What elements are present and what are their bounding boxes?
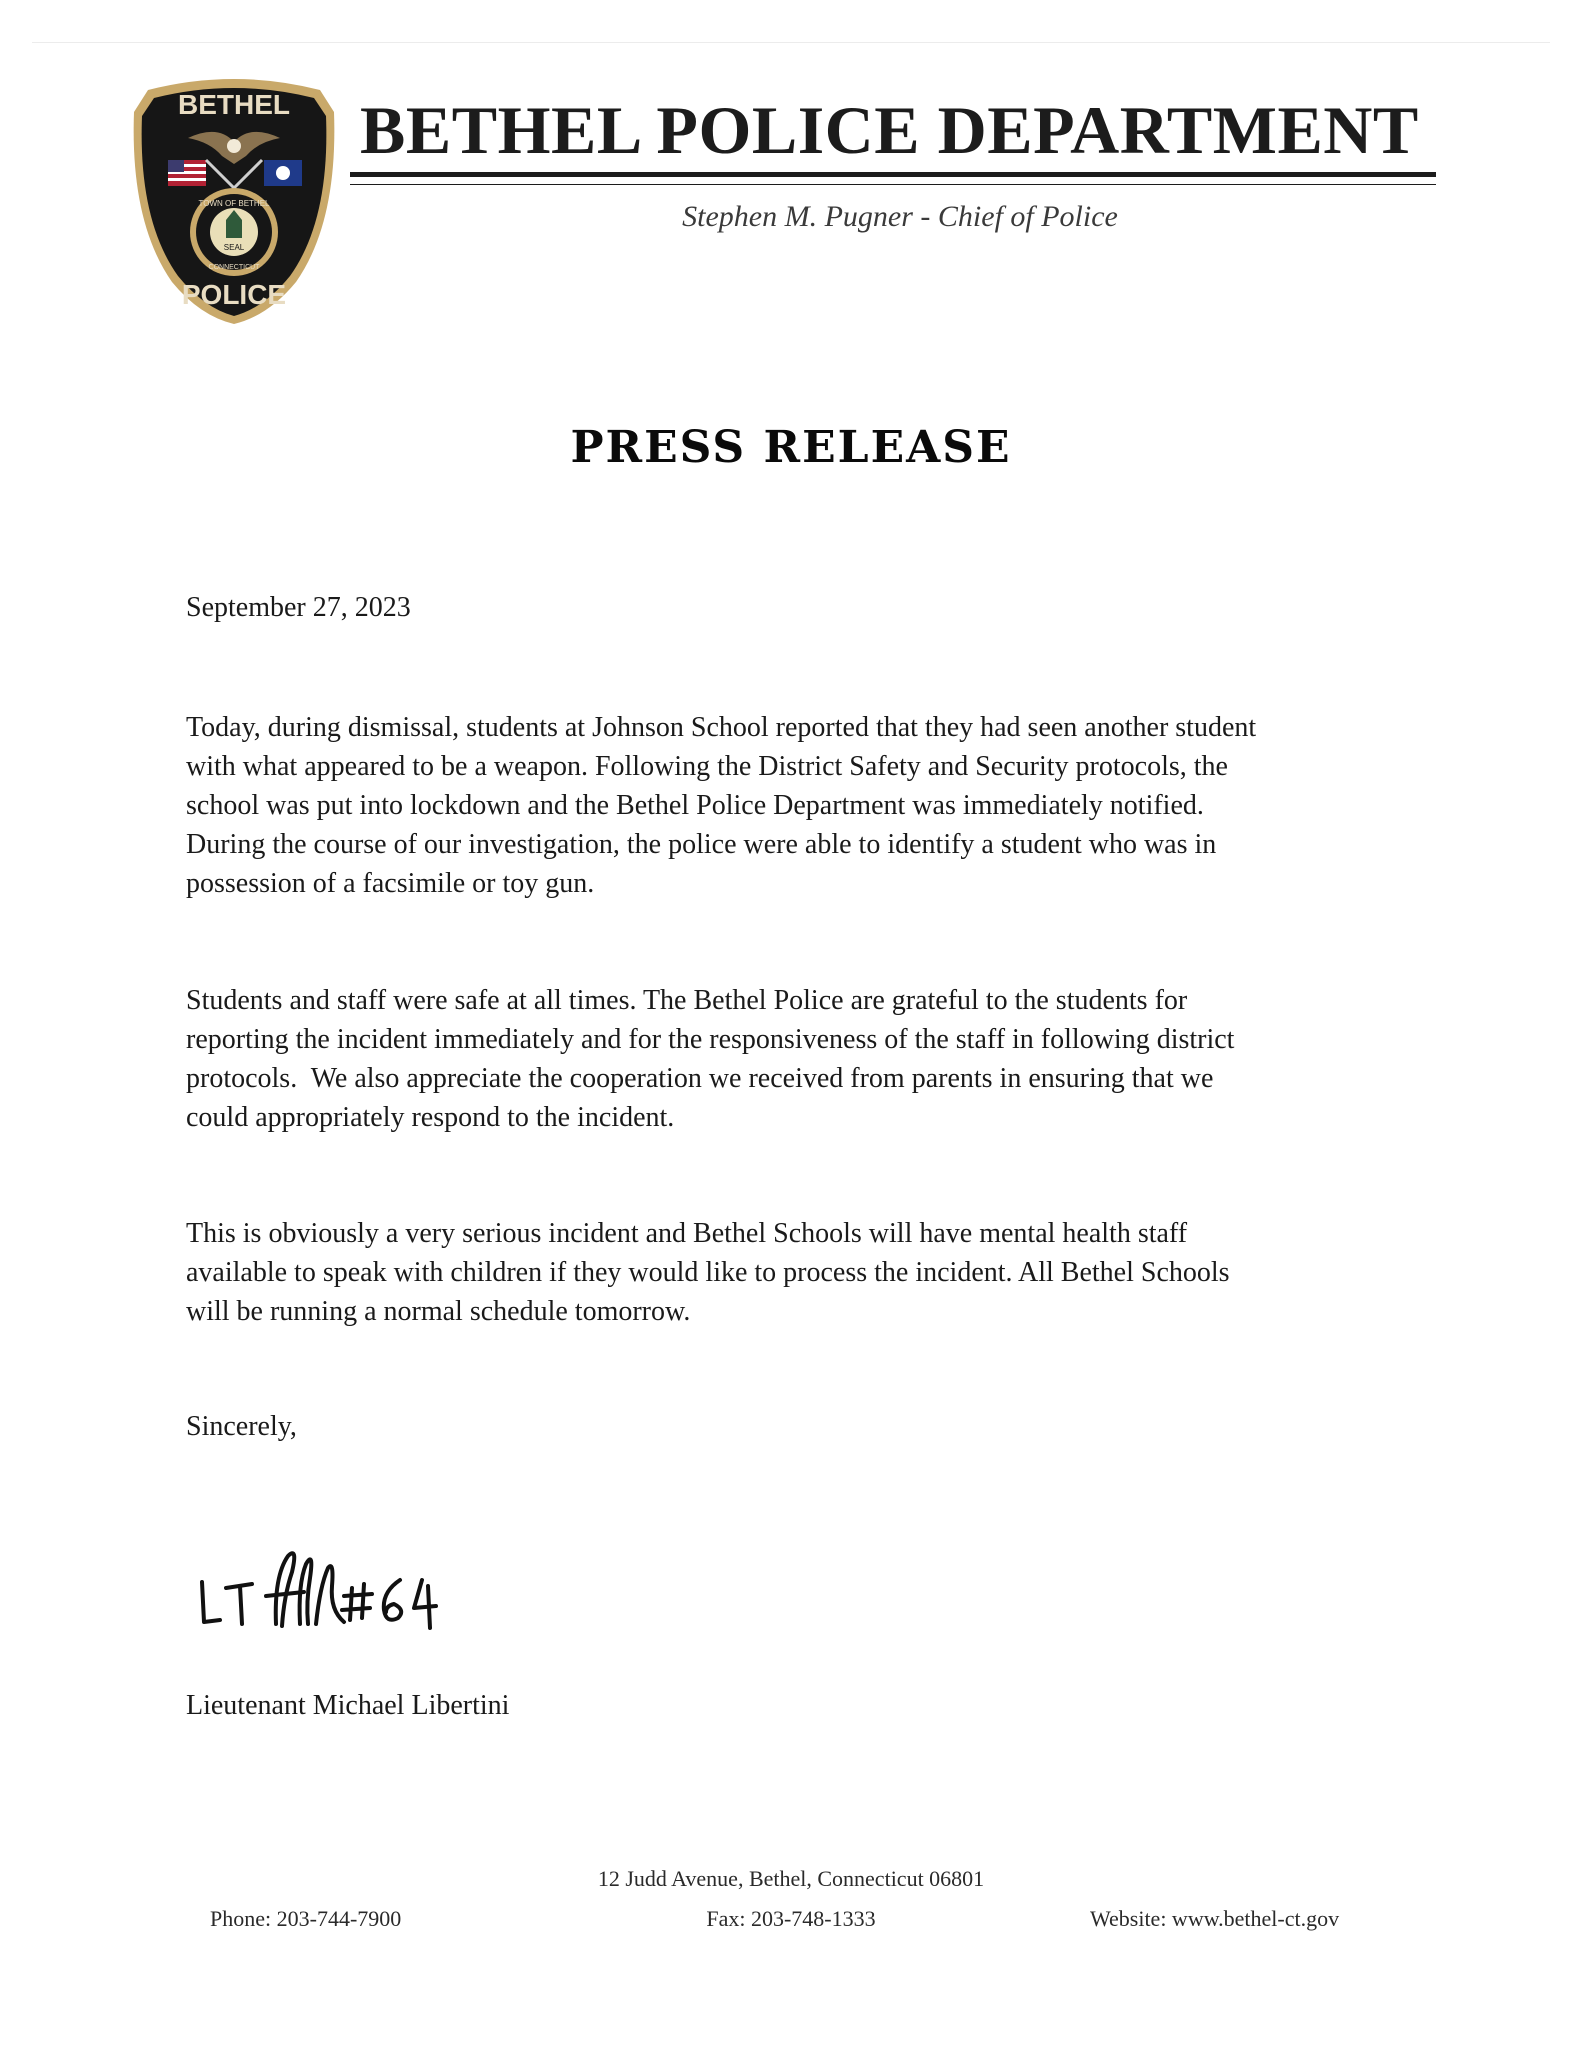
badge-top-text: BETHEL xyxy=(178,89,290,120)
paragraph-line: with what appeared to be a weapon. Following the District Safety and Security protocols, the xyxy=(186,751,1228,782)
paragraph-line: Students and staff were safe at all times. The Bethel Police are grateful to the students for xyxy=(186,985,1188,1016)
footer-phone: Phone: 203-744-7900 xyxy=(210,1906,402,1931)
paragraph-line: possession of a facsimile or toy gun. xyxy=(186,868,595,899)
footer-website: Website: www.bethel-ct.gov xyxy=(1090,1906,1340,1931)
department-title: BETHEL POLICE DEPARTMENT xyxy=(360,92,1419,168)
footer-address: 12 Judd Avenue, Bethel, Connecticut 06801 xyxy=(597,1866,985,1891)
badge-bottom-text: POLICE xyxy=(181,279,287,310)
paragraph-line: reporting the incident immediately and for the responsiveness of the staff in following district xyxy=(186,1024,1235,1055)
paragraph-2 xyxy=(186,981,1386,1137)
header-rule-thin xyxy=(350,184,1436,185)
paragraph-line: During the course of our investigation, the police were able to identify a student who was in xyxy=(186,829,1217,860)
seal-center-text: SEAL xyxy=(223,243,245,252)
seal-state-text: CONNECTICUT xyxy=(208,264,260,271)
paragraph-3 xyxy=(186,1214,1386,1331)
release-date: September 27, 2023 xyxy=(186,592,411,623)
paragraph-line: will be running a normal schedule tomorrow. xyxy=(186,1296,691,1327)
handwritten-signature xyxy=(196,1536,476,1646)
page-top-border xyxy=(32,42,1550,43)
paragraph-line: available to speak with children if they would like to process the incident. All Bethel Schools xyxy=(186,1257,1230,1288)
town-seal-icon xyxy=(190,188,278,276)
paragraph-line: This is obviously a very serious incident and Bethel Schools will have mental health staff xyxy=(186,1218,1188,1249)
paragraph-line: protocols. We also appreciate the cooperation we received from parents in ensuring that we xyxy=(186,1063,1214,1094)
paragraph-line: school was put into lockdown and the Bethel Police Department was immediately notified. xyxy=(186,790,1204,821)
footer-fax: Fax: 203-748-1333 xyxy=(706,1906,876,1931)
seal-ring-text: TOWN OF BETHEL xyxy=(198,199,270,208)
police-badge-logo xyxy=(128,72,340,326)
chief-of-police: Stephen M. Pugner - Chief of Police xyxy=(682,200,1118,233)
paragraph-1 xyxy=(186,708,1386,903)
press-release-title: PRESS RELEASE xyxy=(570,422,1012,473)
header-rule-thick xyxy=(350,172,1436,177)
paragraph-line: Today, during dismissal, students at Johnson School reported that they had seen another student xyxy=(186,712,1257,743)
signer-name: Lieutenant Michael Libertini xyxy=(186,1690,510,1721)
paragraph-line: could appropriately respond to the incident. xyxy=(186,1102,675,1133)
closing: Sincerely, xyxy=(186,1411,297,1442)
